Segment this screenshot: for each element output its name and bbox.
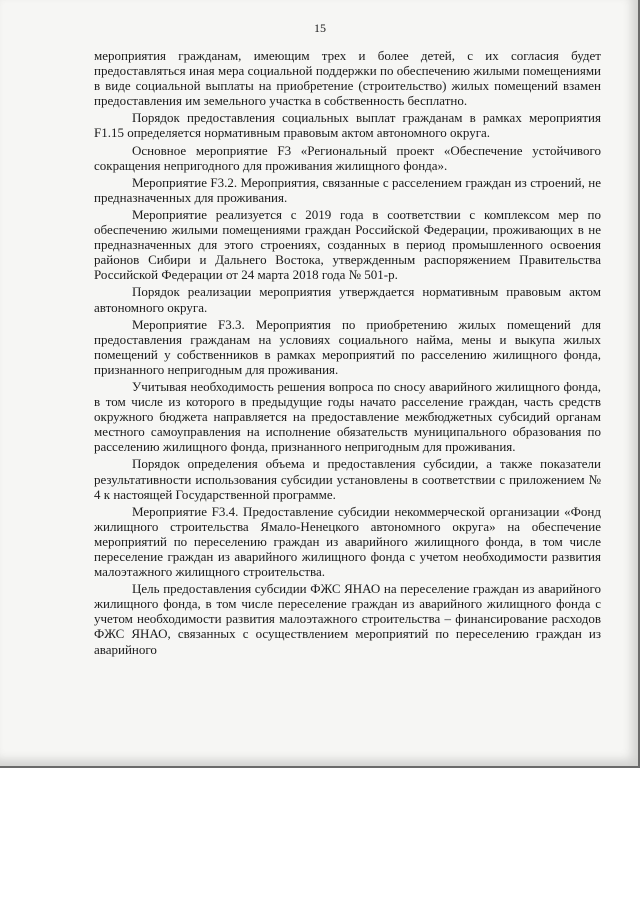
- paragraph: мероприятия гражданам, имеющим трех и более детей, с их согласия будет предоставляться иная мера социальной поддержки по обеспечению жилыми помещениями в виде социальной выплаты на приобретение (строительство) жилых помещений взамен предоставления им земельного участка в собственность бесплатно.: [94, 48, 601, 109]
- paragraph: Порядок предоставления социальных выплат гражданам в рамках мероприятия F1.15 определяется нормативным правовым актом автономного округа.: [94, 110, 601, 141]
- paragraph: Мероприятие F3.2. Мероприятия, связанные с расселением граждан из строений, не предназначенных для проживания.: [94, 174, 601, 205]
- paragraph: Порядок реализации мероприятия утверждается нормативным правовым актом автономного округа.: [94, 284, 601, 315]
- paragraph: Мероприятие реализуется с 2019 года в соответствии с комплексом мер по обеспечению жилыми помещениями граждан Российской Федерации, проживающих в не предназначенных для этого строениях, созданных в период промышленного освоения районов Сибири и Дальнего Востока, утвержденным распоряжением Правительства Российской Федерации от 24 марта 2018 года № 501-р.: [94, 206, 601, 283]
- paragraph: Основное мероприятие F3 «Региональный проект «Обеспечение устойчивого сокращения непригодного для проживания жилищного фонда».: [94, 142, 601, 173]
- paragraph: Порядок определения объема и предоставления субсидии, а также показатели результативности использования субсидии установлены в соответствии с приложением № 4 к настоящей Государственной программе.: [94, 456, 601, 502]
- page-number: 15: [314, 21, 326, 35]
- paragraph: Мероприятие F3.4. Предоставление субсидии некоммерческой организации «Фонд жилищного строительства Ямало-Ненецкого автономного округа» на обеспечение мероприятий по переселению граждан из аварийного жилищного фонда, в том числе переселение граждан из аварийного жилищного фонда с учетом необходимости развития малоэтажного жилищного строительства.: [94, 503, 601, 580]
- document-body: [94, 48, 601, 657]
- paragraph: Учитывая необходимость решения вопроса по сносу аварийного жилищного фонда, в том числе из которого в предыдущие годы начато расселение граждан, часть средств окружного бюджета направляется на предоставление межбюджетных субсидий органам местного самоуправления на исполнение обязательств муниципального образования по расселению жилищного фонда, признанного непригодным для проживания.: [94, 378, 601, 455]
- paragraph: Цель предоставления субсидии ФЖС ЯНАО на переселение граждан из аварийного жилищного фонда, в том числе переселение граждан из аварийного жилищного фонда с учетом необходимости развития малоэтажного строительства – финансирование расходов ФЖС ЯНАО, связанных с осуществлением мероприятий по переселению граждан из аварийного: [94, 581, 601, 657]
- paragraph: Мероприятие F3.3. Мероприятия по приобретению жилых помещений для предоставления гражданам на условиях социального найма, мены и выкупа жилых помещений у собственников в рамках мероприятий по расселению жилищного фонда, признанного непригодным для проживания.: [94, 316, 601, 377]
